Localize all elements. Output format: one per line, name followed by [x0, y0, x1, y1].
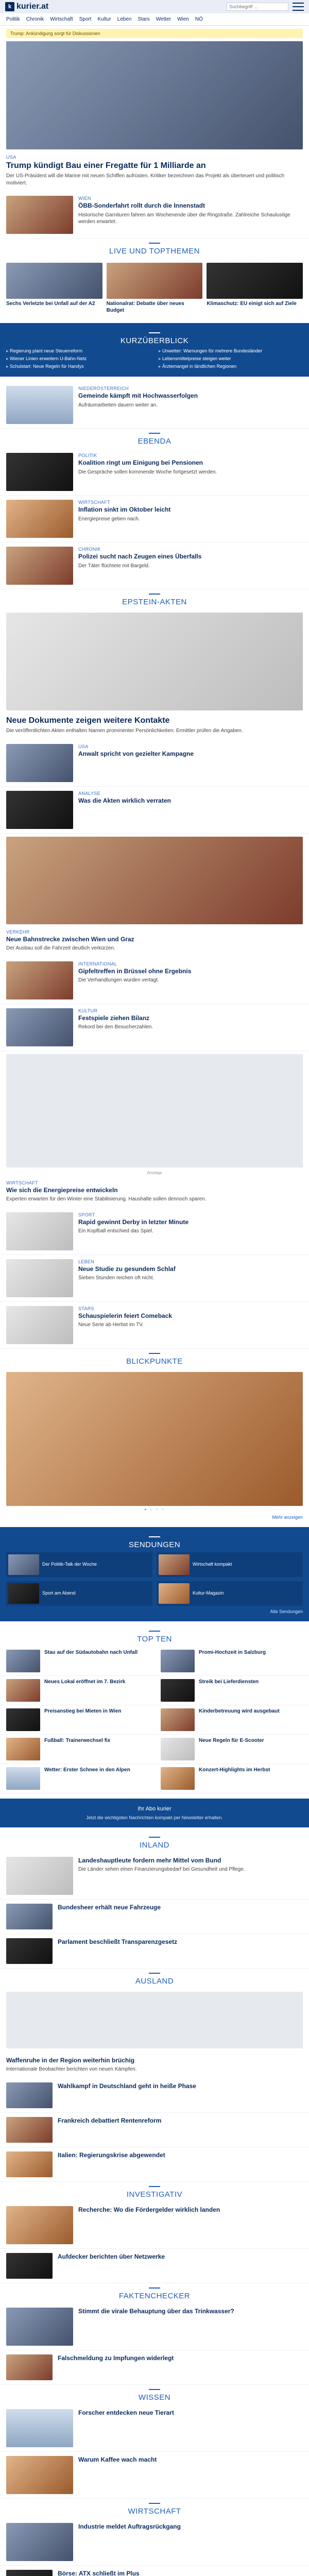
nav-item[interactable]: Chronik — [26, 16, 44, 22]
sendung-image[interactable] — [159, 1554, 190, 1575]
topten-caption[interactable]: Preisanstieg bei Mieten in Wien — [44, 1708, 122, 1714]
article-headline[interactable]: Koalition ringt um Einigung bei Pensionen — [78, 459, 203, 467]
list-item[interactable] — [0, 1208, 309, 1255]
topten-image[interactable] — [161, 1738, 195, 1760]
list-item[interactable] — [0, 787, 309, 834]
topten-caption[interactable]: Neue Regeln für E-Scooter — [199, 1737, 264, 1743]
article-headline[interactable]: Warum Kaffee wach macht — [78, 2455, 157, 2463]
article-kicker: STARS — [78, 1306, 94, 1311]
hero-article[interactable] — [0, 149, 309, 192]
sendung-image[interactable] — [8, 1554, 39, 1575]
article-headline[interactable]: Parlament beschließt Transparenzgesetz — [58, 1938, 178, 1945]
article-image[interactable] — [6, 1212, 73, 1250]
live-card-image[interactable] — [107, 263, 203, 299]
article-kicker: POLITIK — [78, 453, 97, 459]
article-headline[interactable]: Börse: ATX schließt im Plus — [58, 2569, 140, 2576]
list-item[interactable] — [0, 957, 309, 1004]
topten-item[interactable] — [154, 1705, 309, 1735]
ausland-title: AUSLAND — [0, 1969, 309, 1989]
topten-image[interactable] — [6, 1708, 40, 1731]
nav-item[interactable]: Wien — [177, 16, 189, 22]
list-item[interactable] — [0, 2202, 309, 2249]
article-kicker: USA — [78, 743, 89, 749]
faktencheck-title: FAKTENCHECKER — [0, 2283, 309, 2303]
sendung-image[interactable] — [8, 1583, 39, 1604]
nav-item[interactable]: Leben — [117, 16, 132, 22]
sendung-caption[interactable]: Kultur-Magazin — [193, 1590, 224, 1596]
train-image[interactable] — [6, 837, 303, 924]
article-headline[interactable]: Recherche: Wo die Fördergelder wirklich landen — [78, 2206, 220, 2213]
logo-text: kurier.at — [16, 2, 49, 11]
article-kicker: ANALYSE — [78, 790, 100, 796]
article-kicker: NIEDERÖSTERREICH — [78, 386, 129, 392]
ad-label: Anzeige — [147, 1170, 162, 1175]
list-item[interactable] — [0, 2350, 309, 2385]
list-item[interactable] — [0, 2113, 309, 2147]
epstein-teaser: Die veröffentlichten Akten enthalten Namen prominenter Persönlichkeiten. Ermittler prüfen die Angaben. — [6, 728, 243, 734]
topten-caption[interactable]: Stau auf der Südautobahn nach Unfall — [44, 1649, 138, 1655]
topten-image[interactable] — [6, 1767, 40, 1790]
article-headline[interactable]: Falschmeldung zu Impfungen widerlegt — [58, 2354, 174, 2362]
article-image[interactable] — [6, 2151, 53, 2177]
kurz-link[interactable]: ▸ Regierung plant neue Steuerreform — [6, 348, 150, 354]
article-headline[interactable]: Was die Akten wirklich verraten — [78, 796, 171, 804]
secondary-headline[interactable]: ÖBB-Sonderfahrt rollt durch die Innenstadt — [78, 202, 205, 210]
article-headline[interactable]: Polizei sucht nach Zeugen eines Überfalls — [78, 553, 202, 561]
wirtschaft-title: WIRTSCHAFT — [0, 2499, 309, 2519]
topten-item[interactable] — [154, 1647, 309, 1676]
topten-item[interactable] — [154, 1676, 309, 1705]
secondary-teaser: Historische Garnituren fahren am Wochenende über die Ringstraße. Zahlreiche Schaulustige werden erwartet. — [78, 212, 290, 225]
live-card-caption[interactable]: Nationalrat: Debatte über neues Budget — [106, 301, 184, 313]
list-item[interactable] — [0, 2249, 309, 2283]
live-card-caption[interactable]: Sechs Verletzte bei Unfall auf der A2 — [6, 301, 95, 307]
list-item[interactable] — [0, 1934, 309, 1969]
article-headline[interactable]: Gipfeltreffen in Brüssel ohne Ergebnis — [78, 967, 192, 975]
article-image[interactable] — [6, 791, 73, 829]
article-image[interactable] — [6, 547, 73, 585]
sendung-image[interactable] — [159, 1583, 190, 1604]
list-item[interactable] — [0, 740, 309, 787]
article-teaser: Die Gespräche sollen kommende Woche fortgesetzt werden. — [78, 469, 217, 475]
hero-kicker: USA — [6, 155, 16, 160]
article-teaser: Energiepreise geben nach. — [78, 516, 140, 522]
blickpunkte-image[interactable] — [6, 1372, 303, 1506]
topten-list — [0, 1647, 309, 1793]
nav-item[interactable]: Wirtschaft — [50, 16, 73, 22]
article-headline[interactable]: Italien: Regierungskrise abgewendet — [58, 2151, 165, 2159]
article-image[interactable] — [6, 1857, 73, 1895]
topten-image[interactable] — [161, 1679, 195, 1702]
sendung-item[interactable] — [6, 1552, 152, 1577]
topten-image[interactable] — [6, 1650, 40, 1672]
ad-slot[interactable] — [6, 1054, 303, 1167]
top-bar — [0, 0, 309, 13]
article-teaser: Aufräumarbeiten dauern weiter an. — [78, 402, 158, 408]
nav-item[interactable]: Wetter — [156, 16, 171, 22]
article-image[interactable] — [6, 1904, 53, 1929]
nav-item[interactable]: Politik — [6, 16, 20, 22]
live-cards — [0, 259, 309, 318]
article-image[interactable] — [6, 2082, 53, 2108]
newsletter-banner[interactable] — [0, 1799, 309, 1827]
article-headline[interactable]: Inflation sinkt im Oktober leicht — [78, 506, 171, 514]
article-teaser: Ein Kopfball entschied das Spiel. — [78, 1228, 153, 1234]
main-nav — [0, 13, 309, 26]
menu-icon[interactable] — [293, 3, 304, 11]
live-card-image[interactable] — [6, 263, 102, 299]
article-teaser: Die Verhandlungen wurden vertagt. — [78, 977, 159, 984]
list-item[interactable] — [0, 1302, 309, 1349]
article-headline[interactable]: Wahlkampf in Deutschland geht in heiße Phase — [58, 2082, 196, 2090]
epstein-headline[interactable]: Neue Dokumente zeigen weitere Kontakte — [6, 716, 170, 725]
investigativ-title: INVESTIGATIV — [0, 2182, 309, 2202]
list-item[interactable] — [0, 449, 309, 496]
topten-caption[interactable]: Promi-Hochzeit in Salzburg — [199, 1649, 266, 1655]
article-teaser: Neue Serie ab Herbst im TV. — [78, 1322, 144, 1328]
article-headline[interactable]: Bundesheer erhält neue Fahrzeuge — [58, 1903, 161, 1911]
topten-caption[interactable]: Fußball: Trainerwechsel fix — [44, 1737, 111, 1743]
train-article[interactable] — [0, 924, 309, 957]
topten-caption[interactable]: Wetter: Erster Schnee in den Alpen — [44, 1767, 130, 1773]
epstein-image[interactable] — [6, 613, 303, 710]
topten-caption[interactable]: Kinderbetreuung wird ausgebaut — [199, 1708, 280, 1714]
article-headline[interactable]: Frankreich debattiert Rentenreform — [58, 2116, 162, 2124]
feature-teaser: Experten erwarten für den Winter eine Stabilisierung. Haushalte sollen dennoch sparen. — [6, 1196, 207, 1202]
blickpunkte-more-link[interactable]: Mehr anzeigen — [272, 1514, 303, 1520]
article-image[interactable] — [6, 2206, 73, 2244]
sendung-item[interactable] — [157, 1552, 303, 1577]
newsletter-title: Ihr Abo kurier — [138, 1805, 171, 1812]
article-teaser: Der Täter flüchtete mit Bargeld. — [78, 563, 150, 569]
article-image[interactable] — [6, 1938, 53, 1964]
article-headline[interactable]: Rapid gewinnt Derby in letzter Minute — [78, 1218, 189, 1226]
secondary-article[interactable] — [0, 192, 309, 239]
kurz-link[interactable]: ▸ Wiener Linien erweitern U-Bahn-Netz — [6, 356, 150, 362]
article-headline[interactable]: Gemeinde kämpft mit Hochwasserfolgen — [78, 392, 198, 400]
ebenda-title: EBENDA — [0, 429, 309, 449]
live-card[interactable] — [6, 263, 102, 314]
list-item[interactable] — [0, 2519, 309, 2566]
sendung-item[interactable] — [157, 1581, 303, 1606]
article-kicker: LEBEN — [78, 1259, 95, 1264]
article-headline[interactable]: Stimmt die virale Behauptung über das Trinkwasser? — [78, 2307, 234, 2315]
article-image[interactable] — [6, 961, 73, 999]
article-image[interactable] — [6, 2117, 53, 2143]
topten-image[interactable] — [6, 1679, 40, 1702]
sendungen-title: SENDUNGEN — [6, 1532, 303, 1552]
list-item[interactable] — [0, 543, 309, 589]
sendungen-more-link[interactable]: Alle Sendungen — [270, 1608, 303, 1614]
article-headline[interactable]: Schauspielerin feiert Comeback — [78, 1312, 173, 1319]
article-kicker: CHRONIK — [78, 547, 101, 552]
list-item[interactable] — [0, 2303, 309, 2350]
ausland-teaser: Internationale Beobachter berichten von neuen Kämpfen. — [6, 2066, 137, 2073]
topten-item[interactable] — [0, 1735, 154, 1764]
article-image[interactable] — [6, 386, 73, 424]
article-headline[interactable]: Landeshauptleute fordern mehr Mittel vom Bund — [78, 1856, 221, 1864]
topten-caption[interactable]: Konzert-Highlights im Herbst — [199, 1767, 270, 1773]
epstein-title: EPSTEIN-AKTEN — [0, 589, 309, 609]
nav-item[interactable]: Sport — [79, 16, 92, 22]
article-teaser: Sieben Stunden reichen oft nicht. — [78, 1275, 154, 1281]
ausland-article[interactable] — [0, 2052, 309, 2078]
topten-item[interactable] — [154, 1764, 309, 1793]
hero-teaser: Der US-Präsident will die Marine mit neuen Schiffen aufrüsten. Kritiker bezeichnen das Projekt als überteuert und politisch motiviert. — [6, 173, 285, 186]
nav-item[interactable]: Stars — [138, 16, 150, 22]
logo[interactable] — [5, 2, 48, 11]
article-kicker: WIRTSCHAFT — [78, 500, 110, 505]
search-input[interactable] — [227, 3, 288, 11]
train-teaser: Der Ausbau soll die Fahrzeit deutlich verkürzen. — [6, 945, 115, 952]
wissen-title: WISSEN — [0, 2385, 309, 2405]
logo-mark-icon: k — [5, 2, 14, 11]
article-image[interactable] — [6, 1008, 73, 1046]
sendung-item[interactable] — [6, 1581, 152, 1606]
feature-kicker: WIRTSCHAFT — [6, 1180, 38, 1185]
train-headline[interactable]: Neue Bahnstrecke zwischen Wien und Graz — [6, 935, 134, 943]
article-image[interactable] — [6, 500, 73, 538]
list-item[interactable] — [0, 2452, 309, 2499]
article-teaser: Die Länder sehen einen Finanzierungsbedarf bei Gesundheit und Pflege. — [78, 1867, 245, 1873]
article-image[interactable] — [6, 1259, 73, 1297]
list-item[interactable] — [0, 2566, 309, 2576]
inland-title: INLAND — [0, 1833, 309, 1853]
newsletter-text: Jetzt die wichtigsten Nachrichten kompakt per Newsletter erhalten. — [86, 1815, 223, 1820]
sendung-caption[interactable]: Der Politik-Talk der Woche — [42, 1562, 97, 1567]
article-kicker: KULTUR — [78, 1008, 98, 1013]
list-item[interactable] — [0, 382, 309, 429]
kurz-links — [6, 348, 303, 369]
train-kicker: VERKEHR — [6, 929, 30, 935]
topten-item[interactable] — [0, 1705, 154, 1735]
live-section-title: LIVE UND TOPTHEMEN — [0, 239, 309, 259]
article-headline[interactable]: Aufdecker berichten über Netzwerke — [58, 2252, 165, 2260]
blickpunkte-title: BLICKPUNKTE — [0, 1349, 309, 1369]
article-kicker: INTERNATIONAL — [78, 961, 117, 967]
article-headline[interactable]: Industrie meldet Auftragsrückgang — [78, 2522, 181, 2530]
list-item[interactable] — [0, 1900, 309, 1934]
article-headline[interactable]: Forscher entdecken neue Tierart — [78, 2409, 174, 2416]
breaking-banner[interactable]: Trump: Ankündigung sorgt für Diskussionen — [6, 29, 303, 38]
secondary-image[interactable] — [6, 196, 73, 234]
feature-headline[interactable]: Wie sich die Energiepreise entwickeln — [6, 1186, 118, 1194]
topten-item[interactable] — [0, 1676, 154, 1705]
topten-caption[interactable]: Streik bei Lieferdiensten — [199, 1679, 259, 1685]
carousel-dots[interactable]: ● ○ ○ ○ — [144, 1506, 165, 1512]
live-card[interactable] — [207, 263, 303, 314]
live-card-image[interactable] — [207, 263, 303, 299]
sendung-caption[interactable]: Sport am Abend — [42, 1590, 76, 1596]
hero-headline[interactable]: Trump kündigt Bau einer Fregatte für 1 Milliarde an — [6, 161, 206, 170]
kurzueberblick-box — [0, 323, 309, 377]
article-image[interactable] — [6, 453, 73, 491]
kurz-title: KURZÜBERBLICK — [6, 328, 303, 348]
list-item[interactable] — [0, 1004, 309, 1051]
topten-item[interactable] — [0, 1764, 154, 1793]
list-item[interactable] — [0, 2147, 309, 2182]
list-item[interactable] — [0, 496, 309, 543]
topten-image[interactable] — [6, 1738, 40, 1760]
sendung-caption[interactable]: Wirtschaft kompakt — [193, 1562, 232, 1567]
secondary-kicker: WIEN — [78, 196, 91, 201]
epstein-article[interactable] — [0, 710, 309, 740]
topten-item[interactable] — [0, 1647, 154, 1676]
sendungen-box — [0, 1527, 309, 1621]
article-image[interactable] — [6, 2523, 73, 2561]
nav-item[interactable]: NÖ — [195, 16, 203, 22]
article-headline[interactable]: Festspiele ziehen Bilanz — [78, 1014, 150, 1022]
live-card-caption[interactable]: Klimaschutz: EU einigt sich auf Ziele — [207, 301, 297, 307]
list-item[interactable] — [0, 1255, 309, 1302]
topten-item[interactable] — [154, 1735, 309, 1764]
kurz-link[interactable]: ▸ Lebensmittelpreise steigen weiter — [159, 356, 303, 362]
article-image[interactable] — [6, 2570, 53, 2576]
article-image[interactable] — [6, 2308, 73, 2346]
topten-image[interactable] — [161, 1650, 195, 1672]
topten-image[interactable] — [161, 1708, 195, 1731]
article-image[interactable] — [6, 1306, 73, 1344]
article-headline[interactable]: Neue Studie zu gesundem Schlaf — [78, 1265, 176, 1273]
article-kicker: SPORT — [78, 1212, 95, 1217]
wirtschaft-feature[interactable] — [0, 1175, 309, 1208]
list-item[interactable] — [0, 1853, 309, 1900]
nav-item[interactable]: Kultur — [97, 16, 111, 22]
hero-image[interactable] — [6, 41, 303, 149]
list-item[interactable] — [0, 2078, 309, 2113]
article-image[interactable] — [6, 2409, 73, 2447]
article-image[interactable] — [6, 2456, 73, 2494]
kurz-link[interactable]: ▸ Unwetter: Warnungen für mehrere Bundesländer — [159, 348, 303, 354]
article-image[interactable] — [6, 2253, 53, 2279]
topten-caption[interactable]: Neues Lokal eröffnet im 7. Bezirk — [44, 1679, 126, 1685]
article-teaser: Rekord bei den Besucherzahlen. — [78, 1024, 153, 1030]
list-item[interactable] — [0, 2405, 309, 2452]
kurz-link[interactable]: ▸ Schulstart: Neue Regeln für Handys — [6, 364, 150, 369]
topten-title: TOP TEN — [0, 1626, 309, 1647]
kurz-link[interactable]: ▸ Ärztemangel in ländlichen Regionen — [159, 364, 303, 369]
article-image[interactable] — [6, 2354, 53, 2380]
topten-image[interactable] — [161, 1767, 195, 1790]
article-image[interactable] — [6, 744, 73, 782]
live-card[interactable] — [107, 263, 203, 314]
ausland-image[interactable] — [6, 1992, 303, 2048]
article-headline[interactable]: Anwalt spricht von gezielter Kampagne — [78, 750, 194, 757]
ausland-headline[interactable]: Waffenruhe in der Region weiterhin brüchig — [6, 2056, 134, 2064]
